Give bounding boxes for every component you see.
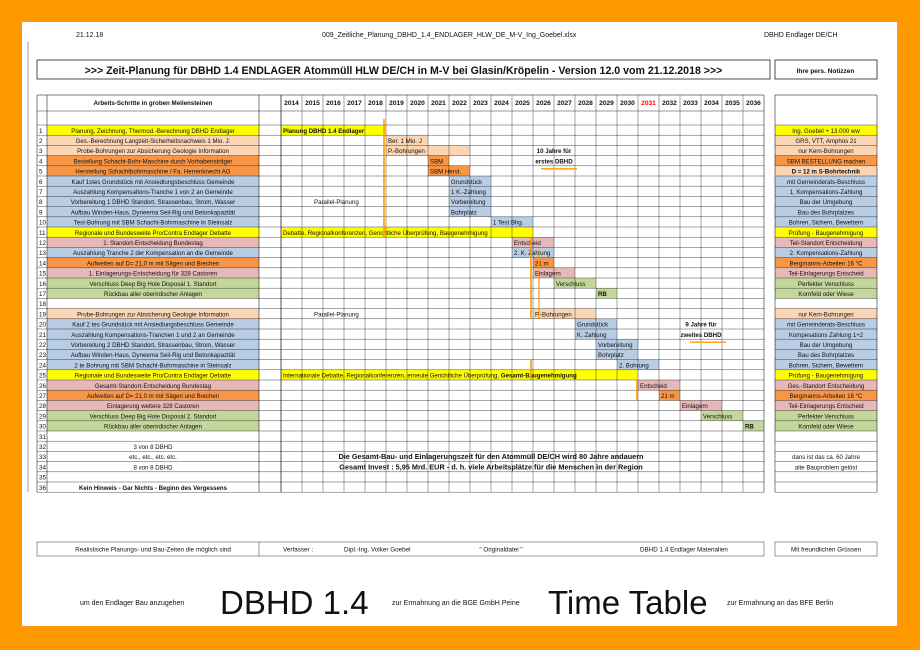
gantt-bar-label: Grundstück: [577, 321, 609, 329]
row-number: 5: [39, 168, 43, 176]
task-label: Probe-Bohrungen zur Absicherung Geologie Information: [77, 311, 229, 319]
task-label: Aufbau Winden-Haus, Dyneema Seil-Rig und Betonkapazität: [70, 352, 236, 360]
gantt-bar-label: P.-Bohrungen: [388, 148, 425, 156]
summary-text: Die Gesamt-Bau- und Einlagerungszeit für den Atommüll DE/CH wird 80 Jahre andauern: [338, 452, 644, 462]
row-number: 34: [39, 464, 47, 472]
row-number: 22: [39, 342, 47, 349]
task-label: Auszahlung Tranche 2 der Kompensation an die Gemeinde: [73, 250, 233, 258]
row-number: 25: [39, 372, 47, 380]
note-label: Bohren, Sichern, Bewettern: [788, 219, 864, 227]
row-number: 15: [39, 270, 47, 278]
task-label: Kauf 2 tes Grundstück mit Ansiedlungsbeschluss Gemeinde: [72, 321, 234, 329]
signature-verfasser: Verfasser :: [283, 546, 314, 554]
gantt-bar-label: P.-Bohrungen: [535, 311, 572, 319]
gantt-bar-label: Vorbereitung: [451, 199, 486, 207]
note-label: dans ist das ca. 60 Jahre: [792, 454, 860, 462]
gantt-bar-label: Entscheid: [640, 382, 667, 390]
task-label: Rückbau aller oberirdischer Anlagen: [104, 423, 202, 431]
year-label: 2019: [389, 100, 404, 107]
note-label: Bergmanns-Arbeiten 16 °C: [789, 393, 863, 400]
task-label: Ges.-Berechnung Langzeit-Sicherheitsnachweis 1 Mio. J.: [75, 138, 231, 145]
year-label: 2023: [473, 100, 488, 107]
task-label: 1. Einlagerungs-Entscheidung für 328 Castoren: [88, 270, 218, 278]
gantt-bar-label: Ber. 1 Mio. J: [388, 138, 422, 145]
header-right: DBHD Endlager DE/CH: [764, 32, 838, 39]
footer-title-timetable: Time Table: [548, 584, 708, 621]
task-label: Auszahlung Kompensations-Tranchen 1 und 2 an Gemeinde: [71, 331, 235, 339]
year-label: 2015: [305, 100, 320, 107]
task-label: Aufbau Winden-Haus, Dyneema Seil-Rig und Betonkapazität: [70, 209, 236, 217]
note-label: Prüfung - Baugenehmigung: [788, 372, 864, 380]
year-label: 2032: [662, 100, 677, 107]
task-label: Kein Hinweis - Gar Nichts - Beginn des Vergessens: [79, 484, 227, 492]
year-label: 2029: [599, 100, 614, 107]
gantt-bar-label: RB: [598, 291, 607, 298]
task-label: Kauf 1stes Grundstück mit Ansiedlungsbeschluss Gemeinde: [71, 178, 235, 186]
row-number: 6: [39, 178, 43, 186]
task-label: 8 von 8 DBHD: [133, 464, 173, 472]
row-number: 8: [39, 199, 43, 207]
duration-note: 10 Jahre für: [536, 148, 572, 156]
gantt-bar-label: Verschluss: [703, 413, 733, 421]
task-label: Einlagerung weitere 328 Castoren: [106, 403, 200, 411]
footer: [22, 584, 897, 624]
task-label: Probe-Bohrungen zur Absicherung Geologie Information: [77, 148, 229, 156]
page-title: >>> Zeit-Planung für DBHD 1.4 ENDLAGER Atommüll HLW DE/CH in M-V bei Glasin/Kröpelin - Version 12.0 vom 21.12.2018 >>>: [84, 65, 723, 77]
row-number: 36: [39, 484, 47, 492]
row-number: 19: [39, 311, 47, 319]
row-number: 12: [39, 240, 47, 247]
timetable-grid: [22, 22, 897, 626]
note-label: Teil-Einlagerungs Entscheid: [788, 403, 864, 411]
gantt-bar-label: Entscheid: [514, 240, 541, 247]
task-label: Gesamt-Standort-Entscheidung Bundestag: [94, 382, 212, 390]
year-label: 2031: [641, 100, 656, 107]
year-label: 2020: [410, 100, 425, 107]
task-label: Aufweiten auf D= 21,0 m mit Sägen und Brechen: [86, 393, 220, 400]
year-label: 2014: [284, 100, 299, 107]
year-label: 2034: [704, 100, 719, 107]
task-label: Regionale und Bundesweite Pro/Contra Endlager Debatte: [74, 229, 232, 237]
note-label: GRS, VTT, Amphos 21: [795, 138, 857, 145]
task-label: etc., etc., etc. etc.: [129, 454, 177, 462]
notes-header: Ihre pers. Notizzen: [796, 68, 855, 75]
note-label: Teil-Einlagerungs Entscheid: [788, 270, 864, 278]
task-label: 2 te Bohrung mit SBM Schacht-Bohrmaschine in Steinsalz: [74, 362, 232, 370]
row-number: 2: [39, 138, 43, 145]
gantt-bar-label: Einlagern: [682, 403, 708, 411]
note-label: alte Bauproblem gelöst: [794, 464, 858, 472]
task-label: Test-Bohrung mit SBM Schacht-Bohrmaschine in Steinsalz: [73, 219, 233, 227]
gantt-bar-label: Grundstück: [451, 178, 483, 186]
gantt-bar-label: SBM Herst.: [430, 168, 462, 176]
task-label: Auszahlung Kompensations-Tranche 1 von 2 an Gemeinde: [73, 189, 233, 196]
signature-name: Dipl.-Ing. Volker Goebel: [344, 546, 411, 554]
row-number: 35: [39, 474, 47, 482]
row-number: 16: [39, 280, 47, 288]
task-label: Vorbereitung 1 DBHD Standort, Strassenbau, Strom, Wasser: [70, 199, 236, 207]
year-label: 2033: [683, 100, 698, 107]
year-label: 2025: [515, 100, 530, 107]
footer-title-dbhd: DBHD 1.4: [220, 584, 369, 621]
note-label: Teil-Standort Entscheidung: [789, 240, 863, 247]
gantt-bar-label: 2. K. Zahlung: [514, 250, 551, 258]
note-label: Bau der Umgebung: [799, 199, 853, 207]
gantt-bar-label: Bohrplatz: [451, 209, 477, 217]
year-label: 2028: [578, 100, 593, 107]
row-number: 1: [39, 127, 43, 135]
note-label: SBM BESTELLUNG machen: [786, 158, 866, 166]
note-label: Kompesations Zahlung 1+2: [788, 331, 864, 339]
task-label: 1. Standort-Entscheidung Bundestag: [103, 240, 203, 247]
year-label: 2024: [494, 100, 509, 107]
gantt-bar-label: Einlagern: [535, 270, 561, 278]
note-label: Kornfeld oder Wiese: [798, 291, 854, 298]
row-number: 21: [39, 331, 47, 339]
note-label: D = 12 m S-Bohrtechnik: [791, 168, 861, 176]
signature-original: " Originaldatei ": [479, 546, 523, 554]
task-label: Herstellung Schachtbohrmaschine / Fa. Herrenknecht AG: [75, 168, 231, 176]
footer-text-3: zur Ermahnung an das BFE Berlin: [727, 600, 834, 607]
task-label: Bestellung Schacht-Bohr-Maschine durch Vorhabensträger: [73, 158, 233, 166]
row-number: 27: [39, 393, 47, 400]
year-label: 2021: [431, 100, 446, 107]
parallel-label: Parallel-Planung: [314, 199, 359, 207]
note-label: 2. Kompensations-Zahlung: [789, 250, 863, 258]
spreadsheet-sheet: [22, 22, 897, 626]
row-number: 30: [39, 423, 47, 431]
row-number: 23: [39, 352, 47, 360]
year-label: 2018: [368, 100, 383, 107]
task-label: Aufweiten auf D= 21,0 m mit Sägen und Brechen: [86, 260, 220, 268]
parallel-label: Parallel-Planung: [314, 311, 359, 319]
note-label: mit Gemeinderats-Beschluss: [787, 321, 865, 329]
steps-header: Arbeits-Schritte in groben Meilensteinen: [93, 100, 213, 107]
year-label: 2016: [326, 100, 341, 107]
duration-note: erstes DBHD: [535, 158, 573, 166]
row-number: 3: [39, 148, 43, 156]
row-number: 11: [39, 229, 46, 237]
row-number: 9: [39, 209, 43, 217]
row-number: 32: [39, 444, 47, 451]
gantt-bar-label: Internationale Debatte, Regionalkonferenzen, erneute Gerichtliche Überprüfung, Gesamt-Baugenehmigung: [283, 372, 577, 380]
row-number: 17: [39, 291, 47, 298]
note-label: Bohren, Sichern, Bewettern: [788, 362, 864, 370]
gantt-bar-label: 1 Test Bhg.: [493, 219, 524, 227]
note-label: 1. Kompensations-Zahlung: [789, 189, 863, 196]
row-number: 4: [39, 158, 43, 166]
signature-left: Realistische Planungs- und Bau-Zeiten die möglich sind: [75, 546, 231, 554]
note-label: Bau des Bohrplatzes: [797, 352, 855, 360]
note-label: Bau der Umgebung: [799, 342, 853, 349]
row-number: 24: [39, 362, 47, 370]
row-number: 28: [39, 403, 47, 411]
gantt-bar-label: 2. Bohrung: [619, 362, 649, 370]
row-number: 29: [39, 413, 47, 421]
row-number: 7: [39, 189, 43, 196]
task-label: Planung, Zeichnung, Thermod.-Berechnung DBHD Endlager: [71, 127, 235, 135]
gantt-bar-label: 21 m: [661, 393, 675, 400]
gantt-bar-label: Vorbereitung: [598, 342, 633, 349]
row-number: 13: [39, 250, 47, 258]
note-label: Bergmanns-Arbeiten 16 °C: [789, 260, 863, 268]
note-label: Perfekter Verschluss: [798, 280, 854, 288]
header-date: 21.12.18: [76, 32, 104, 39]
signature-materials: DBHD 1.4 Endlager Materialien: [640, 546, 728, 554]
row-number: 33: [39, 454, 47, 462]
gantt-bar-label: SBM: [430, 158, 444, 166]
note-label: Ing. Goebel + 13.000 ww: [792, 127, 860, 135]
duration-note: 9 Jahre für: [685, 321, 717, 329]
task-label: Verschluss Deep Big Hole Disposal 1. Standort: [89, 280, 217, 288]
signature-greeting: Mit freundlichen Grüssen: [791, 546, 861, 554]
note-label: Ges.-Standort Entscheidung: [787, 382, 865, 390]
note-label: nur Kern-Bohrungen: [798, 148, 854, 156]
duration-note: zweites DBHD: [680, 331, 722, 339]
footer-text-2: zur Ermahnung an die BGE GmbH Peine: [392, 600, 520, 607]
gantt-bar-label: K. Zahlung: [577, 331, 607, 339]
gantt-bar-label: 1 K.-Zahlung: [451, 189, 486, 196]
row-number: 18: [39, 301, 47, 309]
note-label: Perfekter Verschluss: [798, 413, 854, 421]
year-label: 2035: [725, 100, 740, 107]
note-label: nur Kern-Bohrungen: [798, 311, 854, 319]
note-label: mit Gemeinderats-Beschluss: [787, 178, 865, 186]
year-label: 2027: [557, 100, 572, 107]
task-label: Rückbau aller oberirdischer Anlagen: [104, 291, 202, 298]
year-label: 2022: [452, 100, 467, 107]
gantt-bar-label: Debatte, Regionalkonferenzen, Gerichtliche Überprüfung, Baugenehmigung: [283, 229, 488, 237]
note-label: Kornfeld oder Wiese: [798, 423, 854, 431]
note-label: Prüfung - Baugenehmigung: [788, 229, 864, 237]
row-number: 26: [39, 382, 47, 390]
header-filename: 009_Zeitliche_Planung_DBHD_1.4_ENDLAGER_HLW_DE_M-V_Ing_Goebel.xlsx: [322, 32, 577, 39]
year-label: 2026: [536, 100, 551, 107]
row-number: 31: [39, 433, 47, 441]
task-label: Regionale und Bundesweite Pro/Contra Endlager Debatte: [74, 372, 232, 380]
gantt-bar-label: RB: [745, 423, 754, 431]
gantt-bar-label: Planung DBHD 1.4 Endlager: [283, 127, 365, 135]
note-label: Bau des Bohrplatzes: [797, 209, 855, 217]
footer-text-1: um den Endlager Bau anzugehen: [80, 600, 185, 607]
task-label: Verschluss Deep Big Hole Disposal 2. Standort: [89, 413, 217, 421]
row-number: 20: [39, 321, 47, 329]
row-number: 14: [39, 260, 47, 268]
task-label: 3 von 8 DBHD: [133, 444, 173, 451]
gantt-bar-label: 21 m: [535, 260, 549, 268]
year-label: 2036: [746, 100, 761, 107]
gantt-bar-label: Bohrplatz: [598, 352, 624, 360]
gantt-bar-label: Verschluss: [556, 280, 586, 288]
summary-text: Gesamt Invest : 5,95 Mrd. EUR - d. h. viele Arbeitsplätze für die Menschen in der Region: [339, 462, 643, 472]
year-label: 2017: [347, 100, 362, 107]
row-number: 10: [39, 219, 47, 227]
year-label: 2030: [620, 100, 635, 107]
task-label: Vorbereitung 2 DBHD Standort, Strassenbau, Strom, Wasser: [70, 342, 236, 349]
